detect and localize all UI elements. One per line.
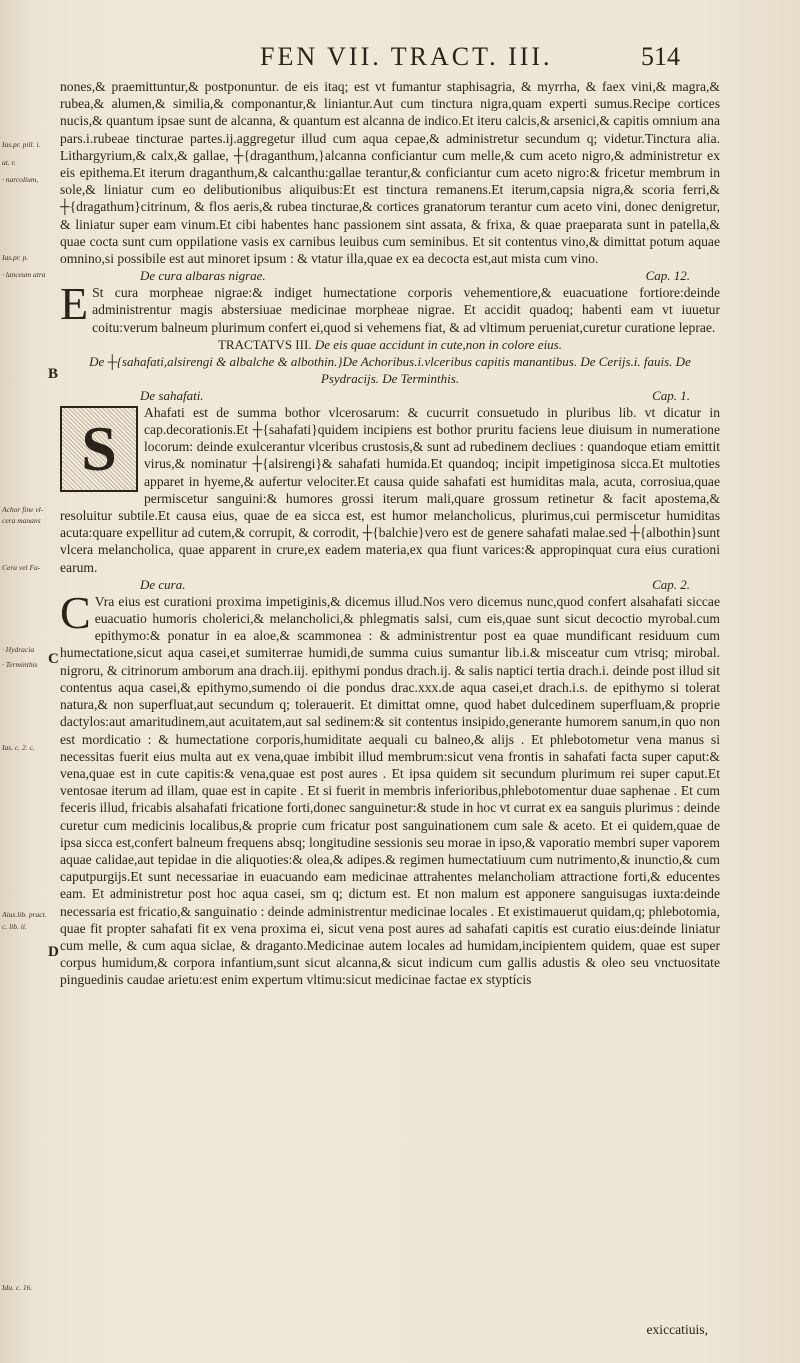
paragraph: [60, 278, 720, 336]
margin-note: Ias.pr. p.: [2, 253, 29, 262]
paragraph: [60, 404, 720, 576]
margin-note: Achor fine vl-: [2, 505, 44, 514]
margin-note: · Terminthis: [2, 660, 38, 669]
margin-note: · lanceum atra: [2, 270, 46, 279]
margin-note: Idu. c. 16.: [2, 1283, 33, 1292]
chapter-heading: [60, 576, 720, 593]
chapter-heading: [60, 267, 720, 284]
chapter-title: De sahafati.: [140, 387, 204, 403]
paragraph-text: Vra eius est curationi proxima impetiginis,& dicemus illud.Nos vero dicemus nunc,quod confert alsahafati siccae euacuatio humoris cholerici,& melancholici,& phlegmatis salsi, cum eis,quae sunt sicut decoctio myrobal.cum epithymo:& ponatur in ea aloe,& scammonea : & administrentur post ea quae mundificant residuum cum humectatione,sicut aqua casei,et sumiterrae humidi,de summa cuius sumantur lib.i.& misceatur cum vtrisq; mirobal. nigroru, & citrinorum amborum ana drach.iij. epithymi pondus drach.ij. & salis naptici tertia drach.i. deinde post illud sit contentus aqua casei,& epithymo,sumendo oi die pondus drac.xxx.de aqua casei,et drach.i.s. de epithymo si tolerat natura,& non superfluat,aut secundum q; tolerauerit. Et dimittat omne, quod habet dulcedinem superfluam,& proprie dactylos:aut amaritudinem,aut acuitatem,aut sal sedinem:& sit contentus insipido,generante humorem sanum,in quo non est mordicatio : & humectatione corporis,humiditate aequali cu balneo,& alijs . Et phlebotometur vena manus si necessitas fuerit eius multa aut ex vena,quae imbibit illud membrum:sicut vena frontis in sahafati facta super caput:& vena,quae est in cute capitis:& vena,quae est post aures . Et ipsa quidem sit secundum plurimum rei super caput.Et ventosae iterum ad illam, quae est in capite . Et si fuerit in membris inferioribus,phlebotomentur duae saphenae . Et cum feceris illud, fricabis alsahafati fricatione forti,donec sanguinetur:& stude in hoc vt currat ex ea sanguis plurimus : deinde curetur cum medicinis localibus,& proprie cum fricatur post sanguinationem cum sale & aceto. Et ei quidem,quae de ipsa sicca est,confert balneum frequens absq; longitudine sessionis seu morae in ipso,& vaporatio membri super vaporem aquae calidae,aut tepidae in die aliquoties:& olea,& adipes.& regimen humectatiuum cum nutrimento,& inunctio,& cum caputpurgijs.Et sunt necessariae in euacuando eam medicinae attrahentes melancholiam attractione forti,& educentes eam. Et administretur post hoc aqua casei, sm q; dictum est. Et non malum est apponere sanguisugas iuxta:deinde necessaria est fricatio,& sanguinatio : deinde administrentur medicinae locales . Et existimauerut quidam,q; phlebotomia, quae fit propter sahafati fit ex vena proxima ei, sicut vena post aures ad sahafati capitis est curatio eius:deinde liniatur cum melle, & cum aqua siclae, & draganto.Medicinae autem locales ad humidam,incipientem quidem, quae est super corpus humidum,& corpora infantium,sunt sicut alcanna,& sicut indicum cum gallis adustis & oleo seu vnctuositate pinguedinis caudae arietu:est enim expertum vltimu:sicut medicinae factae ex styptícis: [60, 593, 720, 988]
tractatus-contents: De ┼{sahafati,alsirengi & albalche & albothin.}De Achoribus.i.vlceribus capitis manantibus. De Cerijs.i. fauis. De Psydracijs. De Terminthis.: [89, 353, 691, 386]
paragraph-text: St cura morpheae nigrae:& indiget humectatione corporis vehementiore,& euacuatione fortiore:deinde administrentur magis abstersiuae medicinae morpheae nigrae. Et accidit quadoq; habenti eam vt iuuetur coitu:verum balneum plurimum confert ei,quod si vehemens fiat, & ad vltimum perueniat,curetur curatione leprae.: [92, 285, 720, 335]
decorated-initial: [60, 406, 138, 492]
chapter-heading: [60, 387, 720, 404]
paragraph: [60, 586, 720, 989]
margin-note: c. lib. ii.: [2, 922, 27, 931]
page-number: 514: [641, 42, 680, 71]
tractatus-number: TRACTATVS III.: [217, 336, 312, 352]
chapter-number: Cap. 2.: [652, 576, 690, 592]
margin-note: Cera vel Fa-: [2, 563, 41, 572]
chapter-title: De cura albaras nigrae.: [140, 268, 266, 284]
chapter-title: De cura.: [140, 576, 186, 592]
margin-letter: B: [48, 366, 59, 382]
tractatus-title: De eis quae accidunt in cute,non in colore eius.: [314, 336, 562, 352]
margin-note: · narcolium,: [2, 175, 39, 184]
chapter-number: Cap. 1.: [652, 387, 690, 403]
main-text: [60, 78, 720, 989]
paragraph-continuation: nones,& praemittuntur,& postponuntur. de eis itaq; est vt fumantur staphisagria, & myrrha, & faex vini,& magra,& rubea,& alumen,& similia,& componantur,& liniantur.Aut cum tinctura nigra,quam experti sumus.Recipe cortices nucis,& quantum ipsae sunt de alcanna, & quantum est alcanna de indico.Et iteru calcis,& arsenici,& capitis omnium ana pars.i.rubeae tincturae partes.ij.aggregetur illud cum aqua cepae,& administretur secundum q; videtur.Tinctura alia. Lithargyrium,& calx,& gallae, ┼{draganthum,}alcanna conficiantur cum melle,& cum aceto nigro,& administretur ex eis epithema.Et iterum draganthum,& calcanthu:gallae terantur,& conficiantur cum aceto nigro:& fricetur membrum in sole,& liniatur cum eo delibutionibus aliquibus:Et est tinctura remanens.Et iterum,capsia nigra,& scoria ferri,& ┼{dragathum}citrinum, & flos aeris,& rubea tincturae,& cortices granatorum terantur cum aceto vini, donec denigretur, & liniatur super eam vinum.Et cibi habentes hanc passionem sint assata, & frixa, & quae praeparata sunt in patella,& quae cocta sunt cum oppilatione vasis ex carnibus leuibus cum seminibus. Et sit contentus vino,& dimittat potum aquae omnino,si possibile est aut minoret ipsum : & vtatur illa,quae ex ea decocta est,aut mista cum vino.: [60, 79, 720, 267]
margin-note: at. r.: [2, 158, 16, 167]
tractatus-heading: [60, 336, 720, 353]
margin-note: Ias. c. 2. c.: [2, 743, 35, 752]
margin-letter: D: [48, 944, 59, 960]
margin-note: cera manans: [2, 516, 41, 525]
initial-letter: E: [60, 278, 89, 330]
paragraph-text: Ahafati est de summa bothor vlcerosarum: & cucurrit consuetudo in pluribus lib. vt dicatur in cap.decorationis.Et ┼{sahafati}quidem incipiens est bothor pruritu faciens leue diuisum in numeratione locorum: deinde exulcerantur vlceribus crustosis,& sunt ad rubedinem decliues : quandoque etiam emittit virus,& nominatur ┼{alsirengi}& sahafati humida.Et quandoq; incipit impetiginosa sicca.Et multoties apparet in hyeme,& aufertur velociter.Et causa quide sahafati est humiditas mala, acuta, corrosiua,quae permiscetur sanguini:& humores grossi iterum mali,quare grossum retinetur & facit apostema,& resoluitur subtile.Et causa eius, quae de ea sicca est, est humor melancholicus, plurimus,cui permiscetur humiditas acuta:quare expellitur ad cutem,& corrupit, & corrodit, ┼{balchie}vero est de genere sahafati malae.sed ┼{albothin}sunt vlcera melancholica, quae apparent in crure,ex eadem materia,ex qua fiunt varices:& appropinquat cura eius curationi earum.: [60, 404, 720, 575]
margin-note: Ias.pr. pill. i.: [2, 140, 41, 149]
margin-letter: C: [48, 651, 59, 667]
running-title: FEN VII. TRACT. III.: [260, 42, 553, 71]
catchword: exiccatiuis,: [646, 1322, 708, 1337]
page-header: [60, 40, 780, 80]
margin-note: Aius.lib. pract.: [2, 910, 47, 919]
margin-note: · Hydracia: [2, 645, 35, 654]
decorated-initial-letter: S: [81, 412, 117, 484]
chapter-number: Cap. 12.: [645, 268, 690, 284]
initial-letter: C: [60, 586, 91, 638]
